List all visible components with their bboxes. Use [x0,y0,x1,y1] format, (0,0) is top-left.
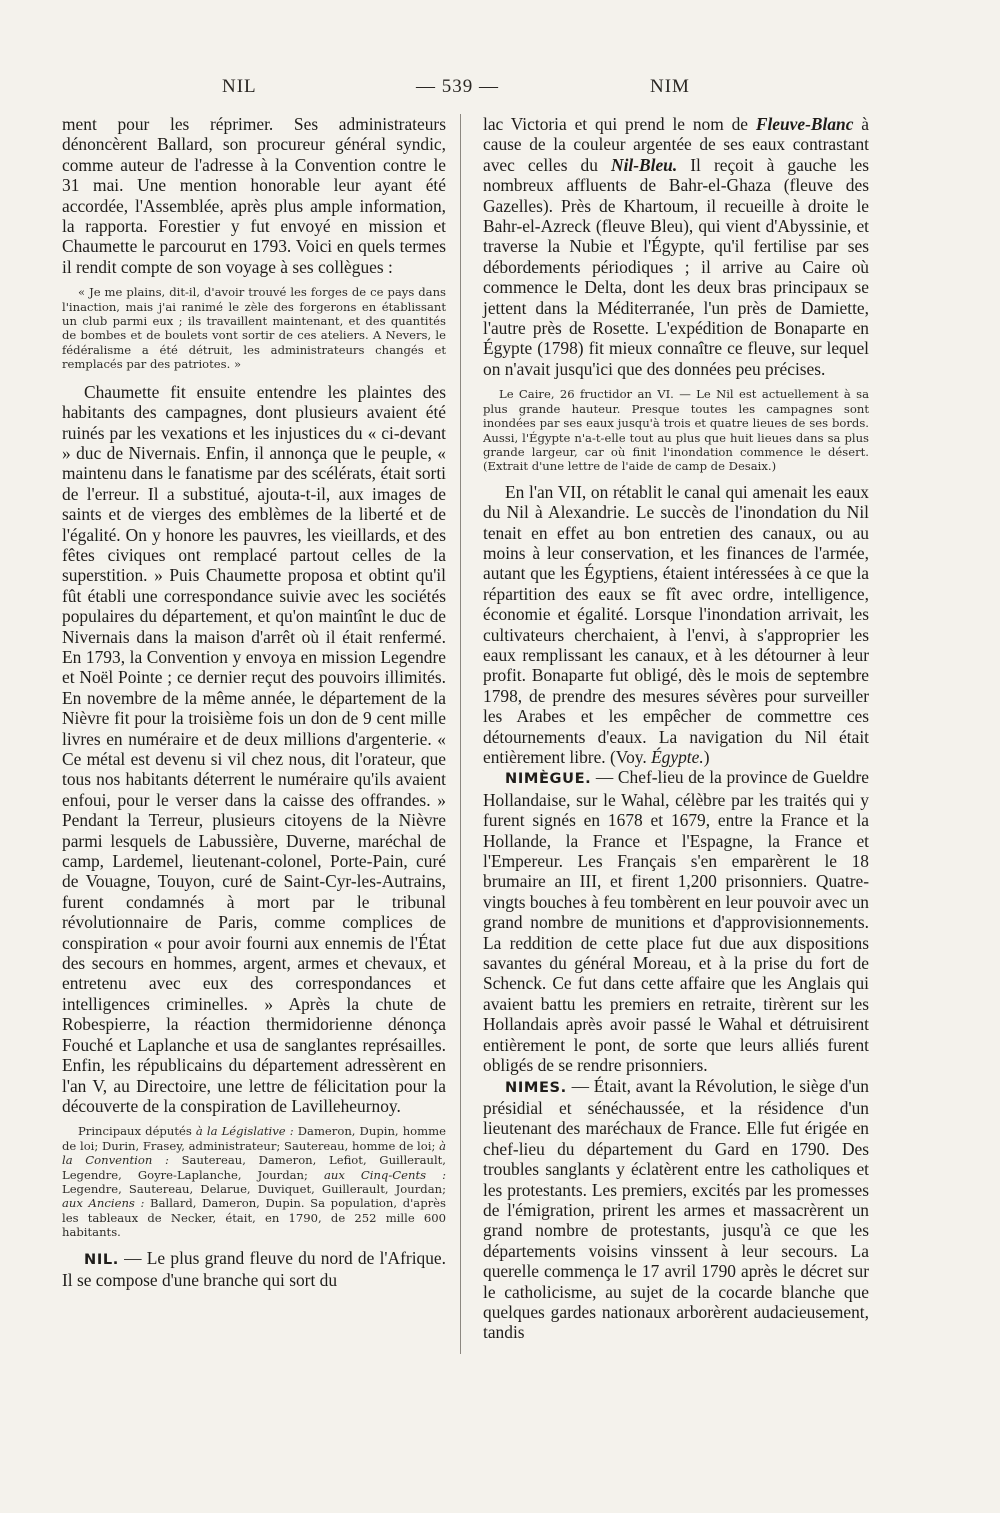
text-run: à cause de la couleur argentée de ses eaux contrastant avec celles du [483,114,869,175]
entry-nimegue [483,767,869,1075]
page-number: — 539 — [416,76,499,97]
entry-heading-nimes: NIMES. [505,1078,567,1096]
note-intro: Principaux députés [78,1124,196,1139]
footnote-deputies [62,1124,446,1239]
note-cinq-cents-names: Legendre, Sautereau, Delarue, Duviquet, Guillerault, Jourdan; [62,1181,446,1196]
header-right-word: NIM [650,76,690,97]
entry-nimes [483,1076,869,1343]
text-run: En l'an VII, on rétablit le canal qui amenait les eaux du Nil à Alexandrie. Le succès de l'inondation du Nil tenait en effet au bon entretien des canaux, ou au moins à leur conservation, et les finances de l'armée, autant que les Égyptiens, étaient intéressées à ce que la répartition des eaux se fît avec ordre, intelligence, économie et égalité. Lorsque l'inondation arrivait, les cultivateurs cherchaient, à l'envi, à s'approprier les eaux remplissant les canaux, et à les détourner à leur profit. Bonaparte fut obligé, dès le mois de septembre 1798, de prendre des mesures sévères pour surveiller les Arabes et les empêcher de commettre ces détournements d'eaux. La navigation du Nil était entièrement libre. (Voy. [483,481,869,767]
paragraph-canal [483,482,869,768]
term-fleuve-blanc: Fleuve-Blanc [755,114,854,134]
footnote-cairo-letter: Le Caire, 26 fructidor an VI. — Le Nil est actuellement à sa plus grande hauteur. Presque toutes les campagnes sont inondées par ses eaux jusqu'à trois et quatre lieues de ses bords. Aussi, l'Égypte n'a-t-elle tout au plus que huit lieues dans sa plus grande largeur, car où finit l'inondation commence le désert. (Extrait d'une lettre de l'aide de camp de Desaix.) [483,387,869,474]
paragraph-chaumette: Chaumette fit ensuite entendre les plaintes des habitants des campagnes, dont plusieurs avaient été ruinés par les vexations et les injustices du « ci-devant » duc de Nivernais. Enfin, il annonça que le peuple, « maintenu dans le fanatisme par des scélérats, était sorti de l'erreur. Il a substitué, ajouta-t-il, aux images de saints et de vierges des emblèmes de la liberté et de l'égalité. On y honore les pauvres, les vieillards, et des fêtes civiques ont remplacé partout celles de la superstition. » Puis Chaumette proposa et obtint qu'il fût établi une correspondance suivie avec les sociétés populaires du département, et qu'on maintînt le duc de Nivernais dans la maison d'arrêt où il était renfermé. En 1793, la Convention y envoya en mission Legendre et Noël Pointe ; ce dernier reçut des pouvoirs illimités. En novembre de la même année, le département de la Nièvre fit pour la troisième fois un don de 9 cent mille livres en numéraire et de deux millions d'argenterie. « Ce métal est devenu si vil chez nous, dit l'orateur, que tous nos habitants déterrent le numéraire qu'ils avaient enfoui, pour le verser dans la caisse des offrandes. » Pendant la Terreur, plusieurs citoyens de la Nièvre parmi lesquels de Labussière, Duverne, maréchal de camp, Lardemel, lieutenant-colonel, Porte-Pain, curé de Vouagne, Touyon, curé de Saint-Cyr-les-Autrains, furent condamnés à mort par le tribunal révolutionnaire de Paris, comme complices de conspiration « pour avoir fourni aux ennemis de l'État des secours en hommes, argent, armes et chevaux, et entretenu avec eux des correspondances et intelligences criminelles. » Après la chute de Robespierre, la réaction thermidorienne dénonça Fouché et Laplanche et usa de sanglantes représailles. Enfin, les républicains du département adressèrent en l'an V, au Directoire, une lettre de félicitation pour la découverte de la conspiration de Lavilleheurnoy. [62,381,446,1116]
note-convention-label: à la Convention : [62,1138,446,1168]
entry-heading-nil: NIL. [84,1250,119,1268]
note-convention-names: Sautereau, Dameron, Lefiot, Guillerault, Legendre, Goyre-Laplanche, Jourdan; [62,1153,446,1182]
entry-text-nimes: — Était, avant la Révolution, le siège d'un présidial et sénéchaussée, et la résidence d'un lieutenant des maréchaux de France. Elle fut érigée en chef-lieu du département du Gard en 1790. Des troubles sanglants y éclatèrent entre les catholiques et les protestants. Les premiers, excités par les promesses de l'émigration, prirent les armes et massacrèrent un grand nombre de protestants, jusqu'à ce que les départements voisins vinssent à leur secours. La querelle commença le 17 avril 1790 après le décret sur le catholicisme, au sujet de la cocarde blanche que quelques gardes nationaux arborèrent audacieusement, tandis [483,1075,869,1343]
entry-heading-nimegue: NIMÈGUE. [505,770,592,788]
note-legislative-label: à la Législative : [195,1124,294,1139]
header-left-word: NIL [222,76,257,97]
paragraph-continued: ment pour les réprimer. Ses administrateurs dénoncèrent Ballard, son procureur général syndic, comme auteur de l'adresse à la Convention contre le 31 mai. Une mention honorable leur ayant été accordée, l'Assemblée, après plus ample information, la rapporta. Forestier y fut envoyé en mission et Chaumette le parcourut en 1793. Voici en quels termes il rendit compte de son voyage à ses collègues : [62,114,446,277]
running-head [62,76,874,102]
left-column [62,114,446,1290]
entry-nil [62,1248,446,1291]
quotation-chaumette: « Je me plains, dit-il, d'avoir trouvé les forges de ce pays dans l'inaction, mais j'ai ranimé le zèle des forgerons en établissant un club parmi eux ; ils travaillent maintenant, et des quantités de bombes et de boulets vont sortir de ces ateliers. A Nevers, le fédéralisme a été détruit, les administrateurs changés et remplacés par des patriotes. » [62,285,446,372]
column-divider [460,114,461,1354]
entry-text-nil: — Le plus grand fleuve du nord de l'Afrique. Il se compose d'une branche qui sort du [62,1247,446,1290]
text-run: ) [703,747,710,767]
note-cinq-cents-label: aux Cinq-Cents : [323,1167,446,1182]
paragraph-nil-continued [483,114,869,379]
term-nil-bleu: Nil-Bleu. [611,154,678,175]
note-anciens-names: Ballard, Dameron, Dupin. Sa population, d'après les tableaux de Necker, était, en 1790, de 252 mille 600 habitants. [62,1196,446,1240]
text-run: Il reçoit à gauche les nombreux affluents de Bahr-el-Ghaza (fleuve des Gazelles). Près de Khartoum, il recueille à droite le Bahr-el-Azreck (fleuve Bleu), qui vient d'Abyssinie, et traverse la Nubie et l'Égypte, qu'il fertilise par ses débordements périodiques ; il arrive au Caire où commence le Delta, dont les deux bras principaux se jettent dans la Méditerranée, l'un près de Damiette, l'autre près de Rosette. L'expédition de Bonaparte en Égypte (1798) fit mieux connaître ce fleuve, sur lequel on n'avait jusqu'ici que des données peu précises. [483,154,869,379]
entry-text-nimegue: — Chef-lieu de la province de Gueldre Hollandaise, sur le Wahal, célèbre par les traités qui y furent signés en 1678 et 1679, entre la France et la Hollande, la France et l'Espagne, la France et l'Empereur. Les Français s'en emparèrent le 18 brumaire an III, et firent 1,200 prisonniers. Quatre-vingts bouches à feu tombèrent en leur pouvoir avec un grand nombre de munitions et d'approvisionnements. La reddition de cette place fut due aux dispositions savantes du général Moreau, et à la prise du fort de Schenck. Ce fut dans cette affaire que les Anglais qui avaient battu les premiers en retraite, tirèrent sur les Hollandais après avoir passé le Wahal et détruisirent entièrement le pont, de sorte que leurs alliés furent obligés de se rendre prisonniers. [483,767,869,1076]
note-legislative-names: Dameron, Dupin, homme de loi; Durin, Frasey, administrateur; Sautereau, homme de loi; [62,1124,446,1153]
note-anciens-label: aux Anciens : [62,1196,145,1211]
right-column [483,114,869,1343]
text-run: lac Victoria et qui prend le nom de [483,114,756,134]
cross-reference-egypte: Égypte. [651,747,704,767]
